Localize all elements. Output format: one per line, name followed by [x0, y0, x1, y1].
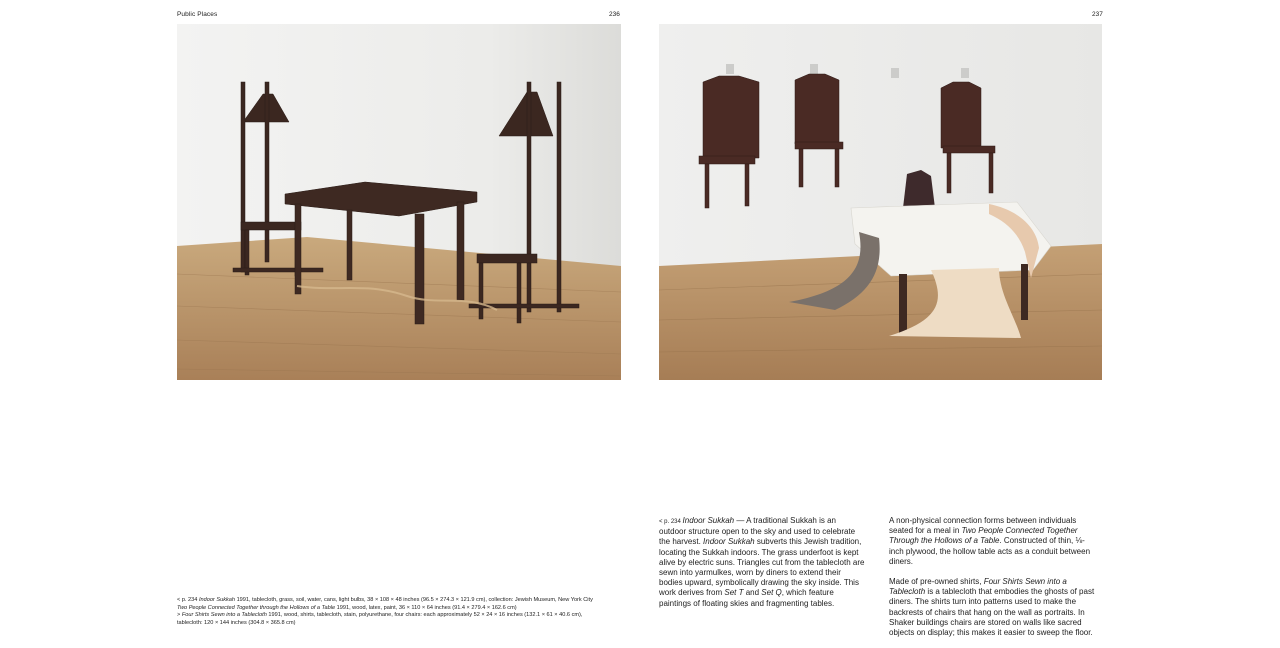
image-credits [177, 597, 622, 627]
text-column-2 [889, 516, 1097, 648]
left-page [0, 0, 640, 640]
running-head: Public Places [177, 11, 218, 18]
indoor-sukkah-paragraph: < p. 234 Indoor Sukkah — A traditional Sukkah is an outdoor structure open to the sky and used to celebrate the harvest. Indoor Sukkah subverts this Jewish tradition, locating the Sukkah indoors. The grass underfoot is kept alive by electric suns. Triangles cut from the tablecloth are sewn into yarmulkes, worn by diners to extend their bodies upward, symbolically drawing the sky inside. This work derives from Set T and Set Q, which feature paintings of floating skies and fragmenting tables. [659, 516, 865, 608]
four-shirts-paragraph: Made of pre-owned shirts, Four Shirts Sewn into a Tablecloth is a tablecloth that embodies the ghosts of past diners. The shirts turn into patterns used to make the backrests of chairs that hang on the wall as portraits. In Shaker buildings chairs are stored on walls like sacred objects on display; this makes it easier to sweep the floor. [889, 577, 1095, 638]
text-column-1 [659, 516, 865, 619]
credit-line-2: Two People Connected Together through the Hollows of a Table 1991, wood, latex, paint, 36 × 110 × 64 inches (91.4 × 279.4 × 162.6 cm) [177, 604, 517, 611]
two-people-paragraph: A non-physical connection forms between individuals seated for a meal in Two People Connected Together Through the Hollows of a Table. Constructed of thin, ⅛-inch plywood, the hollow table acts as a conduit between diners. [889, 516, 1091, 566]
page-number-right: 237 [1092, 11, 1103, 18]
credit-line-4: tablecloth: 120 × 144 inches (304.8 × 365.8 cm) [177, 619, 296, 626]
photo-two-people-table [177, 24, 621, 380]
credit-line-3: > Four Shirts Sewn into a Tablecloth 1991, wood, shirts, tablecloth, stain, polyurethane, four chairs: each approximately 52 × 24 × 16 inches (132.1 × 61 × 40.6 cm), [177, 612, 583, 619]
right-page [640, 0, 1280, 640]
photo-four-shirts-tablecloth [659, 24, 1102, 380]
credit-line-1: < p. 234 Indoor Sukkah 1991, tablecloth, grass, soil, water, cans, light bulbs, 38 × 108 × 48 inches (96.5 × 274.3 × 121.9 cm), collection: Jewish Museum, New York City [177, 597, 593, 603]
page-number-left: 236 [609, 11, 620, 18]
